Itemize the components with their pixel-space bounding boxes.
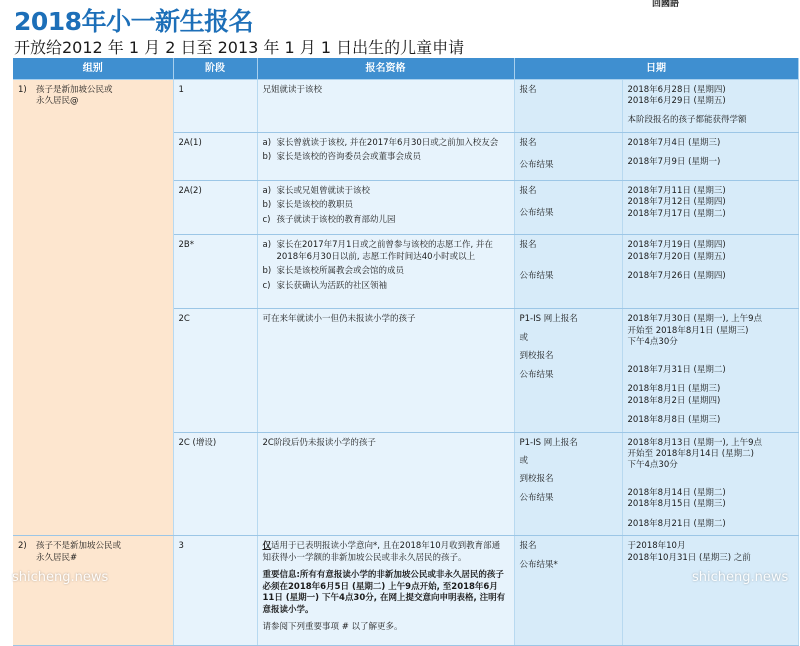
eligibility-item [263, 85, 509, 96]
spacer [628, 407, 793, 415]
action-label: 报名 [519, 137, 537, 148]
action-label: 报名 [519, 185, 537, 196]
action-label: 报名 [519, 84, 537, 95]
date-line: 2018年7月26日 (星期四) [627, 271, 726, 282]
eligibility-item-text: 家长是该校所属教会或会馆的成员 [276, 266, 405, 277]
stage-cell: 2A(1) [173, 132, 257, 180]
date-cell [622, 432, 798, 536]
eligibility-item-text: 兄姐就读于该校 [262, 84, 323, 95]
watermark-left: shicheng.news [12, 570, 109, 585]
date-line: 2018年7月9日 (星期一) [627, 157, 721, 168]
eligibility-item-key: b) [262, 152, 272, 163]
date-line: 开始至 2018年8月14日 (星期二) [627, 449, 754, 459]
group-text-line: 永久居民@ [36, 95, 79, 106]
action-label: 公布结果 [519, 369, 554, 380]
eligibility-item [263, 138, 509, 149]
eligibility-cell [257, 235, 514, 309]
action-cell [514, 180, 622, 234]
eligibility-item-key: b) [262, 266, 272, 277]
date-cell [622, 309, 798, 432]
eligibility-paragraph-text: 所有有意报读小学的非新加坡公民或非永久居民的孩子必须在2018年6月5日 (星期二) 上午9点开始, 至2018年6月11日 (星期一) 下午4点30分, 在网上提交意向申明表格, 注明有意报读小学。 [262, 570, 506, 615]
date-cell [622, 132, 798, 180]
corner-logo: 回國語 [652, 0, 680, 9]
action-label: 或 [519, 332, 529, 343]
action-label: 公布结果 [519, 208, 554, 219]
date-line: 2018年7月11日 (星期三) [627, 185, 726, 196]
spacer [520, 263, 617, 271]
action-label: 公布结果 [519, 270, 554, 281]
eligibility-item [263, 266, 509, 277]
date-line: 下午4点30分 [627, 460, 678, 471]
table-row [13, 79, 798, 132]
eligibility-item [263, 152, 509, 163]
date-line: 2018年7月30日 (星期一), 上午9点 [627, 314, 763, 325]
date-line: 2018年8月15日 (星期三) [627, 499, 726, 510]
action-label: 公布结果 [519, 492, 554, 503]
header-group: 组别 [13, 58, 173, 79]
watermark-right: shicheng.news [692, 570, 789, 585]
action-cell [514, 432, 622, 536]
date-line: 2018年10月31日 (星期三) 之前 [627, 552, 751, 563]
date-line: 2018年8月13日 (星期一), 上午9点 [627, 437, 763, 448]
group-label [18, 85, 168, 108]
date-cell [622, 79, 798, 132]
action-label: 报名 [519, 240, 537, 251]
action-label: P1-IS 网上报名 [519, 437, 578, 448]
eligibility-item [263, 215, 509, 226]
spacer [628, 472, 793, 480]
eligibility-item [263, 240, 509, 263]
spacer [628, 376, 793, 384]
stage-cell: 2B* [173, 235, 257, 309]
date-line: 2018年7月4日 (星期三) [627, 137, 721, 148]
date-line: 2018年8月21日 (星期二) [627, 518, 726, 529]
page-title: 2018年小一新生报名 [14, 7, 254, 36]
date-line: 2018年7月31日 (星期二) [627, 364, 726, 375]
group-text [36, 85, 113, 108]
date-line: 于2018年10月 [627, 541, 686, 552]
date-line: 2018年8月8日 (星期三) [627, 415, 721, 426]
stage-cell: 1 [173, 79, 257, 132]
date-cell [622, 180, 798, 234]
action-label: 公布结果* [519, 559, 558, 570]
eligibility-cell [257, 180, 514, 234]
date-line: 2018年7月17日 (星期二) [627, 208, 726, 219]
eligibility-item-text: 2C阶段后仍未报读小学的孩子 [262, 437, 376, 448]
spacer [628, 349, 793, 357]
date-line: 2018年8月2日 (星期四) [627, 395, 721, 406]
date-cell [622, 536, 798, 645]
eligibility-lead: 重要信息: [262, 570, 300, 581]
date-line: 2018年6月28日 (星期四) [627, 84, 726, 95]
eligibility-item-text: 可在来年就读小一但仍未报读小学的孩子 [262, 314, 416, 325]
registration-table [13, 58, 799, 646]
group-text-line: 永久居民# [36, 552, 78, 563]
eligibility-item-key: c) [262, 280, 271, 291]
eligibility-paragraph [263, 622, 509, 633]
action-label: 公布结果 [519, 160, 554, 171]
stage-cell: 2C [173, 309, 257, 432]
header-eligibility: 报名资格 [257, 58, 514, 79]
action-cell [514, 536, 622, 645]
spacer [628, 357, 793, 365]
eligibility-item-key: a) [262, 185, 272, 196]
action-cell [514, 235, 622, 309]
eligibility-paragraph-text: 请参阅下列重要事项 # 以了解更多。 [262, 622, 403, 633]
stage-cell: 2A(2) [173, 180, 257, 234]
date-line: 2018年6月29日 (星期五) [627, 95, 726, 106]
stage-cell: 3 [173, 536, 257, 645]
group-cell [13, 536, 173, 645]
eligibility-item-text: 家长曾就读于该校, 并在2017年6月30日或之前加入校友会 [276, 137, 499, 148]
eligibility-item [263, 281, 509, 292]
eligibility-item-text: 家长在2017年7月1日或之前曾参与该校的志愿工作, 并在2018年6月30日以前, 志愿工作时间达40小时或以上 [276, 240, 493, 262]
table-row [13, 536, 798, 645]
group-text [36, 541, 121, 564]
action-label: P1-IS 网上报名 [519, 314, 578, 325]
spacer [628, 480, 793, 488]
eligibility-item-text: 家长或兄姐曾就读于该校 [276, 185, 371, 196]
date-line: 开始至 2018年8月1日 (星期三) [627, 325, 749, 336]
action-label: 到校报名 [519, 474, 554, 485]
date-cell [622, 235, 798, 309]
date-line: 下午4点30分 [627, 337, 678, 348]
eligibility-cell [257, 132, 514, 180]
action-label: 报名 [519, 541, 537, 552]
date-line: 2018年7月12日 (星期四) [627, 197, 726, 208]
eligibility-item [263, 438, 509, 449]
eligibility-item [263, 200, 509, 211]
action-cell [514, 79, 622, 132]
eligibility-item-text: 家长获确认为活跃的社区领袖 [276, 280, 388, 291]
date-line: 2018年8月1日 (星期三) [627, 384, 721, 395]
eligibility-item-key: c) [262, 214, 271, 225]
page-subtitle: 开放给2012 年 1 月 2 日至 2013 年 1 月 1 日出生的儿童申请 [14, 38, 465, 57]
eligibility-item-key: a) [262, 240, 272, 251]
header-stage: 阶段 [173, 58, 257, 79]
group-cell [13, 79, 173, 536]
eligibility-item-text: 家长是该校的咨询委员会或董事会成员 [276, 152, 422, 163]
eligibility-item-key: b) [262, 200, 272, 211]
group-text-line: 孩子不是新加坡公民或 [36, 541, 122, 552]
date-line: 本阶段报名的孩子都能获得学额 [627, 115, 747, 126]
spacer [628, 511, 793, 519]
eligibility-cell [257, 79, 514, 132]
date-line: 2018年8月14日 (星期二) [627, 487, 726, 498]
action-label: 或 [519, 456, 529, 466]
group-label [18, 541, 168, 564]
action-cell [514, 132, 622, 180]
action-label: 到校报名 [519, 351, 554, 362]
date-line: 2018年7月19日 (星期四) [627, 240, 726, 251]
eligibility-item-text: 家长是该校的教职员 [276, 200, 354, 211]
eligibility-cell [257, 432, 514, 536]
eligibility-item [263, 186, 509, 197]
group-text-line: 孩子是新加坡公民或 [36, 84, 113, 95]
spacer [520, 255, 617, 263]
eligibility-cell [257, 536, 514, 645]
eligibility-paragraph [263, 570, 509, 616]
spacer [628, 263, 793, 271]
group-number: 1) [18, 84, 27, 95]
header-date: 日期 [514, 58, 798, 79]
eligibility-lead: 仅 [262, 541, 272, 552]
eligibility-paragraph [263, 541, 509, 564]
eligibility-cell [257, 309, 514, 432]
table-header-row [13, 58, 798, 79]
action-cell [514, 309, 622, 432]
stage-cell: 2C (增设) [173, 432, 257, 536]
group-number: 2) [18, 541, 27, 552]
date-line: 2018年7月20日 (星期五) [627, 251, 726, 262]
eligibility-paragraph-text: 适用于已表明报读小学意向*, 且在2018年10月收到教育部通知获得小一学额的非新加坡公民或非永久居民的孩子。 [262, 541, 501, 563]
eligibility-item-key: a) [262, 137, 272, 148]
eligibility-item-text: 孩子就读于该校的教育部幼儿园 [276, 214, 396, 225]
eligibility-item [263, 314, 509, 325]
